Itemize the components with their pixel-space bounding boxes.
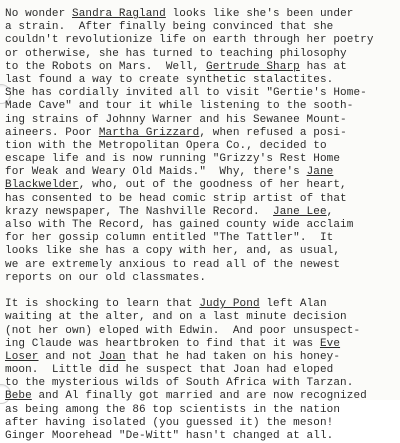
text-line bbox=[5, 100, 397, 113]
underlined-name: Joan bbox=[98, 350, 126, 363]
text-segment: and not bbox=[38, 350, 99, 363]
text-segment: waiting at the alter, and on a last minute decision bbox=[5, 311, 347, 324]
text-segment: Made Cave" and tour it while listening to the sooth- bbox=[5, 100, 354, 113]
text-line bbox=[5, 325, 397, 338]
text-segment: escape life and is now running "Grizzy's Rest Home bbox=[5, 153, 341, 166]
text-line bbox=[5, 311, 397, 324]
text-line bbox=[5, 179, 397, 192]
text-line bbox=[5, 232, 397, 245]
text-segment: we are extremely anxious to read all of the newest bbox=[5, 258, 341, 271]
underlined-name: Jane bbox=[306, 166, 334, 179]
text-segment: after having isolated (you guessed it) the meson! bbox=[5, 416, 334, 429]
text-segment: Ginger Moorehead "De-Witt" hasn't changed at all. bbox=[5, 430, 334, 442]
text-line bbox=[5, 404, 397, 417]
typed-text-body bbox=[5, 8, 397, 443]
text-segment: , bbox=[326, 205, 334, 218]
text-line bbox=[5, 417, 397, 430]
text-segment: She has cordially invited all to visit "Gertie's Home- bbox=[5, 87, 367, 100]
text-line bbox=[5, 377, 397, 390]
text-line bbox=[5, 298, 397, 311]
text-segment: (not her own) eloped with Edwin. And poor unsuspect- bbox=[5, 324, 361, 337]
text-line bbox=[5, 8, 397, 21]
underlined-name: Loser bbox=[5, 350, 39, 363]
text-segment: last found a way to create synthetic stalactites. bbox=[5, 73, 334, 86]
text-line bbox=[5, 338, 397, 351]
paragraph-gap bbox=[5, 285, 397, 298]
text-line bbox=[5, 166, 397, 179]
text-line bbox=[5, 153, 397, 166]
text-line bbox=[5, 390, 397, 403]
text-segment: has at bbox=[299, 60, 347, 73]
text-segment: , who, out of the goodness of her heart, bbox=[78, 179, 347, 192]
text-segment: No wonder bbox=[5, 8, 73, 20]
text-line bbox=[5, 114, 397, 127]
text-line bbox=[5, 87, 397, 100]
text-line bbox=[5, 21, 397, 34]
text-segment: and Al finally got married and are now recognized bbox=[31, 390, 367, 403]
text-segment: has consented to be head comic strip artist of that bbox=[5, 192, 347, 205]
text-line bbox=[5, 61, 397, 74]
text-segment: for Weak and Weary Old Maids." Why, there's bbox=[5, 166, 307, 179]
underlined-name: Judy Pond bbox=[199, 298, 260, 311]
text-segment: left Alan bbox=[259, 298, 327, 311]
text-segment: to the mysterious wilds of South Africa with Tarzan. bbox=[5, 377, 354, 390]
text-segment: ing Claude was heartbroken to find that it was bbox=[5, 337, 320, 350]
text-line bbox=[5, 259, 397, 272]
text-segment: for her gossip column entitled "The Tattler". It bbox=[5, 232, 334, 245]
text-segment: also with The Record, has gained county wide acclaim bbox=[5, 219, 354, 231]
underlined-name: Jane Lee bbox=[273, 205, 327, 218]
underlined-name: Sandra Ragland bbox=[72, 8, 166, 20]
text-segment: to the Robots on Mars. Well, bbox=[5, 60, 207, 73]
text-segment: tion with the Metropolitan Opera Co., decided to bbox=[5, 139, 327, 152]
text-segment: reports on our old classmates. bbox=[5, 271, 207, 284]
text-segment: krazy newspaper, The Nashville Record. bbox=[5, 205, 274, 218]
text-line bbox=[5, 351, 397, 364]
text-segment: It is shocking to learn that bbox=[5, 298, 200, 311]
text-segment: ing strains of Johnny Warner and his Sewanee Mount- bbox=[5, 113, 347, 126]
text-line bbox=[5, 272, 397, 285]
text-line bbox=[5, 364, 397, 377]
text-line bbox=[5, 245, 397, 258]
text-segment: looks like she has a copy with her, and, as usual, bbox=[5, 245, 341, 258]
text-segment: aineers. Poor bbox=[5, 126, 99, 139]
text-segment: looks like she's been under bbox=[165, 8, 354, 20]
underlined-name: Martha Grizzard bbox=[98, 126, 200, 139]
text-line bbox=[5, 127, 397, 140]
text-line bbox=[5, 430, 397, 443]
text-segment: couldn't revolutionize life on earth through her poetry bbox=[5, 34, 374, 47]
text-segment: as being among the 86 top scientists in the nation bbox=[5, 403, 341, 416]
text-line bbox=[5, 206, 397, 219]
text-segment: moon. Little did he suspect that Joan had eloped bbox=[5, 364, 334, 377]
text-line bbox=[5, 74, 397, 87]
underlined-name: Gertrude Sharp bbox=[206, 60, 300, 73]
text-line bbox=[5, 193, 397, 206]
text-segment: that he had taken on his honey- bbox=[125, 350, 341, 363]
underlined-name: Eve bbox=[319, 337, 341, 350]
text-segment: , when refused a posi- bbox=[199, 126, 347, 139]
text-line bbox=[5, 140, 397, 153]
text-segment: or otherwise, she has turned to teaching philosophy bbox=[5, 47, 347, 60]
underlined-name: Blackwelder bbox=[5, 179, 79, 192]
text-segment: a strain. After finally being convinced that she bbox=[5, 21, 334, 34]
text-line bbox=[5, 219, 397, 232]
text-line bbox=[5, 34, 397, 47]
underlined-name: Bebe bbox=[5, 390, 32, 403]
text-line bbox=[5, 48, 397, 61]
